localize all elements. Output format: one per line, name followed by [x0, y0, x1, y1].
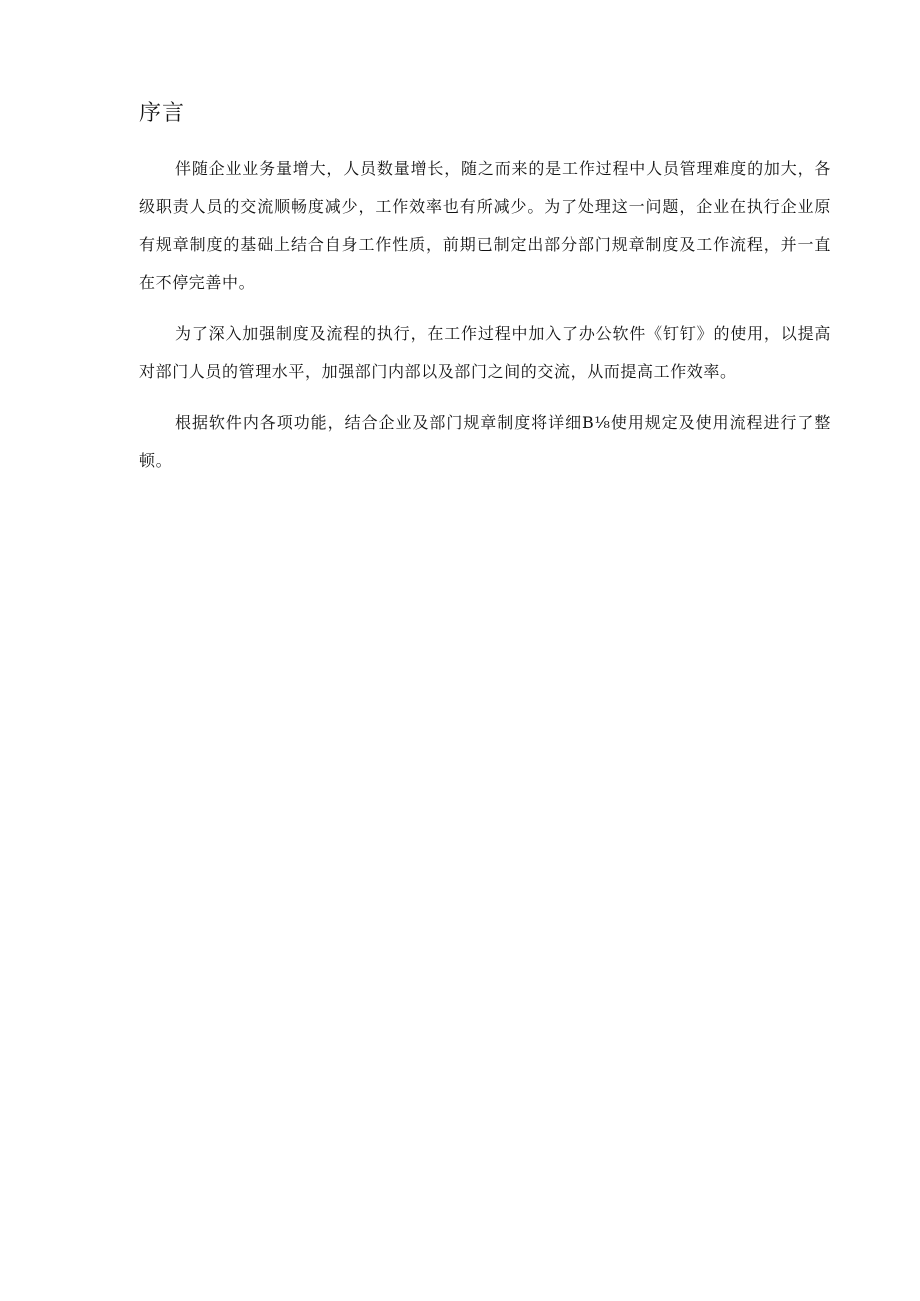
- document-title: 序言: [139, 101, 186, 126]
- document-body: [139, 150, 831, 493]
- paragraph-3: 根据软件内各项功能，结合企业及部门规章制度将详细B⅛使用规定及使用流程进行了整顿。: [139, 413, 831, 470]
- paragraph-1: 伴随企业业务量增大，人员数量增长，随之而来的是工作过程中人员管理难度的加大，各级职责人员的交流顺畅度减少，工作效率也有所减少。为了处理这一问题，企业在执行企业原有规章制度的基础上结合自身工作性质，前期已制定出部分部门规章制度及工作流程，并一直在不停完善中。: [139, 159, 831, 292]
- paragraph-2: 为了深入加强制度及流程的执行，在工作过程中加入了办公软件《钉钉》的使用，以提高对部门人员的管理水平，加强部门内部以及部门之间的交流，从而提高工作效率。: [139, 324, 831, 381]
